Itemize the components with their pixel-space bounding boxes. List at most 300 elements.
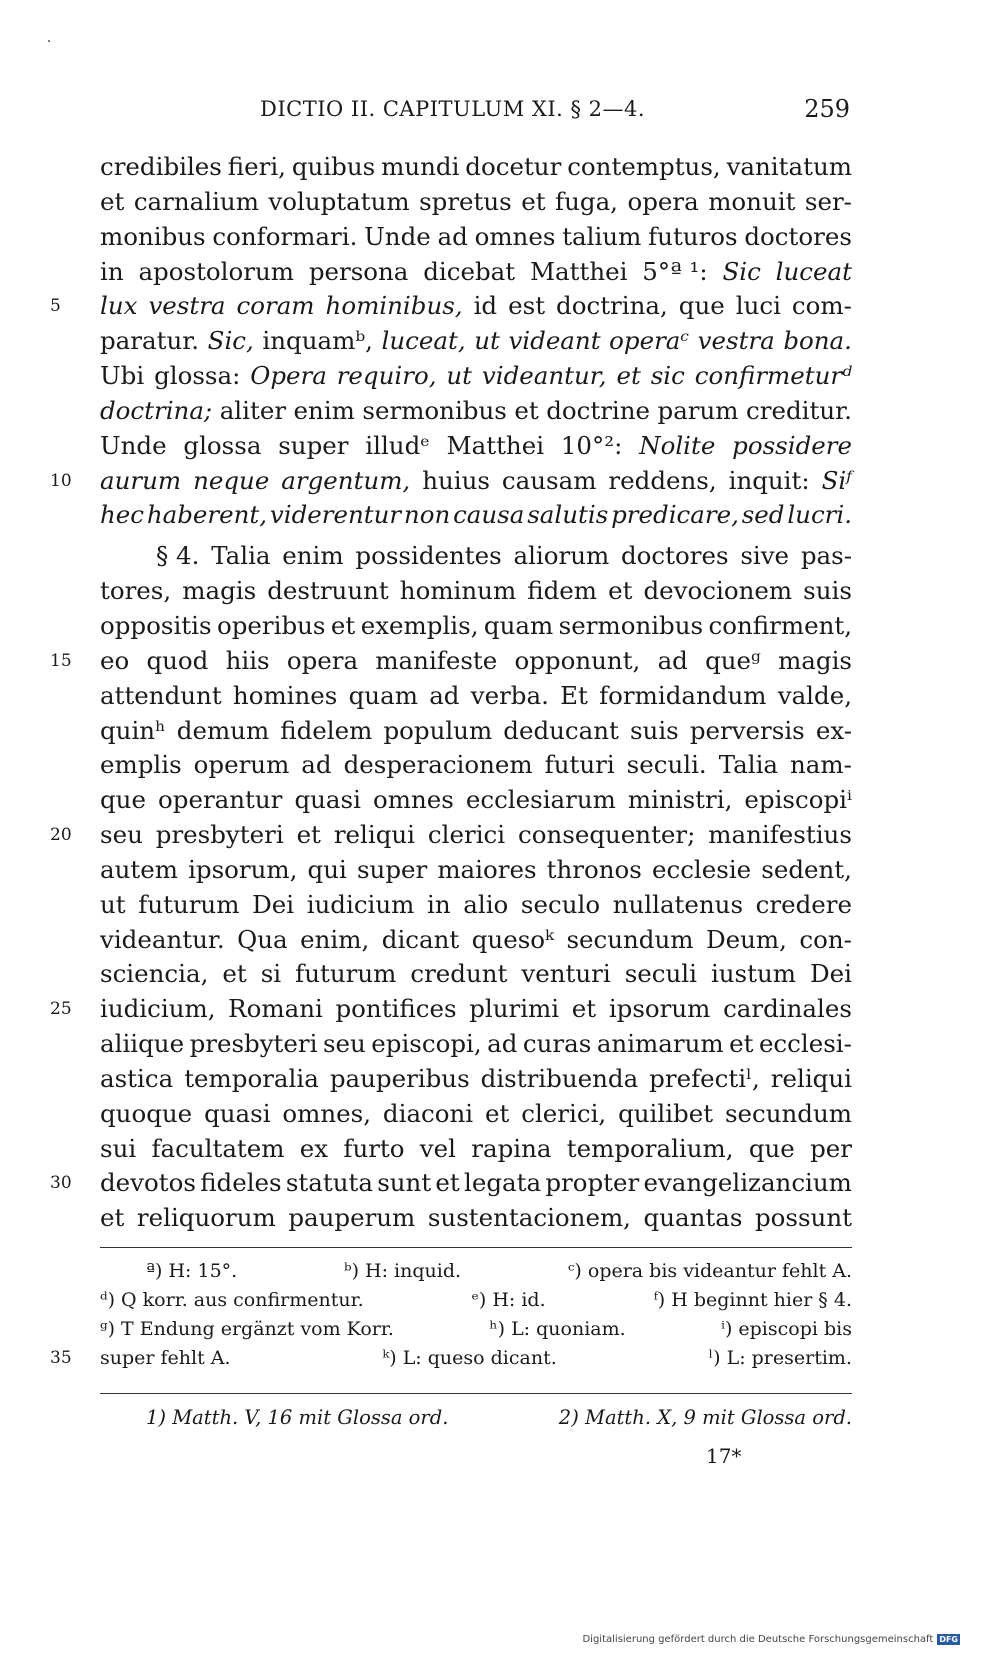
word: quoque xyxy=(100,1098,193,1128)
word: Opera xyxy=(250,361,327,391)
word: ut xyxy=(100,889,126,919)
word: reliqui xyxy=(333,820,416,850)
word: est xyxy=(508,291,546,321)
word: Et xyxy=(560,680,588,710)
word: luci xyxy=(735,291,781,321)
word: Siᶠ xyxy=(821,465,852,495)
source-note: 2) Matth. X, 9 mit Glossa ord. xyxy=(558,1406,852,1429)
text-line xyxy=(100,714,852,749)
word: neque xyxy=(193,465,270,495)
word: vestra xyxy=(697,326,775,356)
text-line xyxy=(100,783,852,818)
word: hec xyxy=(100,500,144,530)
word: furto xyxy=(343,1133,405,1163)
word: hiis xyxy=(225,645,270,675)
text-line xyxy=(100,679,852,714)
word: sed xyxy=(741,500,785,530)
word: facultatem xyxy=(151,1133,285,1163)
word: et xyxy=(296,820,321,850)
word: non xyxy=(403,500,451,530)
word: et xyxy=(485,1098,510,1128)
word: que xyxy=(748,1133,795,1163)
word: ad xyxy=(437,221,468,251)
word: possidentes xyxy=(355,541,502,571)
word: et xyxy=(100,186,125,216)
line-number: 5 xyxy=(50,296,61,317)
text-line xyxy=(100,1097,852,1132)
word: predicare, xyxy=(611,500,739,530)
word: causam xyxy=(501,465,597,495)
line-number: 35 xyxy=(50,1348,72,1368)
word: contemptus, xyxy=(567,152,721,181)
word: id xyxy=(473,291,498,321)
word: dicant xyxy=(381,924,460,954)
word: lucri. xyxy=(787,500,852,530)
word: Matthei xyxy=(529,256,628,286)
text-line xyxy=(100,1062,852,1097)
word: doctores xyxy=(744,221,852,251)
word: devocionem xyxy=(643,576,793,606)
word: enim xyxy=(293,395,355,425)
word: dicebat xyxy=(423,256,516,286)
word: persona xyxy=(308,256,409,286)
word: attendunt xyxy=(100,680,222,710)
word: rapina xyxy=(471,1133,552,1163)
source-notes-rule xyxy=(100,1393,852,1394)
word: confirmeturᵈ xyxy=(694,361,852,391)
word: quod xyxy=(146,645,209,675)
word: talium xyxy=(562,221,642,251)
word: Unde xyxy=(364,221,431,251)
word: valde, xyxy=(777,680,852,710)
word: suis xyxy=(803,576,852,606)
word: sermonibus xyxy=(558,610,704,640)
signature-mark: 17* xyxy=(706,1444,742,1468)
word: et xyxy=(100,1203,125,1233)
text-line xyxy=(100,185,852,220)
word: bona. xyxy=(783,326,852,356)
word: quilibet xyxy=(618,1098,714,1128)
word: secundum xyxy=(566,924,694,954)
word: enim, xyxy=(300,924,370,954)
page-number: 259 xyxy=(804,95,850,123)
text-line xyxy=(100,394,852,429)
text-line xyxy=(100,957,852,992)
word: luceat, xyxy=(381,326,466,356)
word: et xyxy=(521,186,546,216)
word: opera xyxy=(627,186,699,216)
word: Sic xyxy=(722,256,761,286)
word: populum xyxy=(383,715,493,745)
word: carnalium xyxy=(133,186,259,216)
word: videantur. xyxy=(100,924,225,954)
word: nam- xyxy=(790,750,852,780)
word: Nolite xyxy=(639,430,716,460)
word: clerici xyxy=(427,820,506,850)
apparatus-note: ᵏ) L: queso dicant. xyxy=(382,1347,557,1369)
word: animarum xyxy=(596,1029,724,1059)
line-number: 15 xyxy=(50,650,72,671)
word: doctrina, xyxy=(556,291,668,321)
word: clerici, xyxy=(521,1098,607,1128)
text-line xyxy=(100,324,852,359)
word: futurum xyxy=(295,959,397,989)
word: Unde xyxy=(100,430,167,460)
word: plurimi xyxy=(469,994,560,1024)
word: prefectiˡ, xyxy=(649,1063,760,1093)
word: vanitatum xyxy=(726,152,852,181)
word: ut xyxy=(474,326,500,356)
text-line xyxy=(50,289,852,324)
word: et xyxy=(729,1029,754,1059)
word: fidelem xyxy=(280,715,373,745)
text-line xyxy=(100,1201,852,1236)
word: manifeste xyxy=(375,645,498,675)
word: seculo xyxy=(520,889,601,919)
word: Ubi xyxy=(100,361,145,391)
word: omnes xyxy=(372,785,454,815)
word: omnes, xyxy=(282,1098,372,1128)
word: sic xyxy=(650,361,685,391)
word: temporalium, xyxy=(566,1133,734,1163)
word: ad xyxy=(487,1029,518,1059)
critical-apparatus xyxy=(50,1257,852,1373)
word: seu xyxy=(322,1029,366,1059)
apparatus-note: ʰ) L: quoniam. xyxy=(489,1318,626,1340)
word: sciencia, xyxy=(100,959,209,989)
word: seculi. xyxy=(626,750,707,780)
word: magis xyxy=(182,576,257,606)
apparatus-note: ª) H: 15°. xyxy=(146,1260,238,1282)
word: paratur. xyxy=(100,326,200,356)
word: per xyxy=(810,1133,852,1163)
word: ad xyxy=(657,645,688,675)
word: et xyxy=(330,610,356,640)
word: quibus xyxy=(291,152,376,181)
word: si xyxy=(260,959,282,989)
word: pauperibus xyxy=(329,1063,470,1093)
word: ecclesi- xyxy=(758,1029,852,1059)
apparatus-line xyxy=(100,1315,852,1344)
word: fideles xyxy=(200,1168,282,1198)
word: sive xyxy=(740,541,790,571)
word: devotos xyxy=(100,1168,196,1198)
word: Talia xyxy=(718,750,779,780)
word: sermonibus xyxy=(362,395,507,425)
word: fuga, xyxy=(555,186,618,216)
word: que xyxy=(678,291,725,321)
text-line xyxy=(100,359,852,394)
word: quesoᵏ xyxy=(471,924,554,954)
word: possunt xyxy=(754,1203,852,1233)
word: exemplis, xyxy=(360,610,479,640)
word: Matthei xyxy=(446,430,545,460)
word: thronos xyxy=(546,854,642,884)
word: operum xyxy=(193,750,290,780)
word: sunt xyxy=(377,1168,432,1198)
word: futuros xyxy=(648,221,738,251)
word: astica xyxy=(100,1063,174,1093)
line-number: 20 xyxy=(50,825,72,846)
word: venturi xyxy=(521,959,611,989)
word: secundum xyxy=(724,1098,852,1128)
word: parum xyxy=(657,395,739,425)
word: iudicium xyxy=(306,889,415,919)
scan-speck xyxy=(48,40,50,42)
text-line xyxy=(100,539,852,574)
word: homines xyxy=(232,680,338,710)
word: iudicium, xyxy=(100,994,216,1024)
word: alio xyxy=(463,889,509,919)
word: suis xyxy=(629,715,679,745)
word: ut xyxy=(446,361,472,391)
word: pauperum xyxy=(288,1203,416,1233)
word: maiores xyxy=(437,854,537,884)
word: glossa xyxy=(183,430,262,460)
word: et xyxy=(608,576,633,606)
word: glossa: xyxy=(154,361,241,391)
text-line xyxy=(50,992,852,1027)
text-line xyxy=(50,464,852,499)
apparatus-note: ᶠ) H beginnt hier § 4. xyxy=(653,1289,852,1311)
word: pas- xyxy=(800,541,852,571)
word: evangelizancium xyxy=(643,1168,852,1198)
text-line xyxy=(50,1166,852,1201)
word: omnes xyxy=(474,221,556,251)
dfg-logo-icon: DFG xyxy=(939,1635,958,1644)
word: que xyxy=(100,785,146,815)
text-line xyxy=(50,818,852,853)
word: reliqui xyxy=(770,1063,852,1093)
word: quasi xyxy=(204,1098,271,1128)
word: eo xyxy=(100,645,130,675)
word: inquamᵇ, xyxy=(262,326,373,356)
word: spretus xyxy=(419,186,512,216)
word: oppositis xyxy=(100,610,212,640)
word: nullatenus xyxy=(612,889,744,919)
word: operantur xyxy=(158,785,283,815)
word: verba. xyxy=(470,680,549,710)
word: propter xyxy=(545,1168,640,1198)
word: et xyxy=(571,994,597,1024)
text-line xyxy=(100,498,852,533)
word: ipsorum xyxy=(608,994,711,1024)
word: confirment, xyxy=(708,610,852,640)
word: mundi xyxy=(381,152,460,181)
word: et xyxy=(222,959,247,989)
word: credibiles xyxy=(100,152,222,181)
word: doctores xyxy=(621,541,729,571)
word: ex- xyxy=(815,715,852,745)
word: ministri, xyxy=(627,785,733,815)
word: ipsorum, xyxy=(188,854,298,884)
word: hominibus, xyxy=(325,291,463,321)
apparatus-note: ⁱ) episcopi bis xyxy=(721,1318,852,1340)
word: episcopi, xyxy=(371,1029,482,1059)
word: possidere xyxy=(732,430,852,460)
word: destruunt xyxy=(267,576,389,606)
word: in xyxy=(427,889,451,919)
word: ad xyxy=(301,750,332,780)
word: huius xyxy=(422,465,490,495)
word: videantur, xyxy=(481,361,607,391)
source-note: 1) Matth. V, 16 mit Glossa ord. xyxy=(146,1406,449,1429)
word: com- xyxy=(791,291,852,321)
text-line xyxy=(100,220,852,255)
word: pontifices xyxy=(335,994,457,1024)
word: diaconi xyxy=(382,1098,474,1128)
word: presbyteri xyxy=(155,820,284,850)
text-line xyxy=(100,1027,852,1062)
line-number: 25 xyxy=(50,999,72,1020)
apparatus-note: ᵈ) Q korr. aus confirmentur. xyxy=(100,1289,364,1311)
word: consequenter; xyxy=(518,820,696,850)
word: argentum, xyxy=(281,465,411,495)
word: queᵍ xyxy=(705,645,761,675)
word: fidem xyxy=(527,576,598,606)
word: curas xyxy=(522,1029,592,1059)
word: con- xyxy=(799,924,852,954)
apparatus-note: ᵉ) H: id. xyxy=(471,1289,546,1311)
word: 5°ª ¹: xyxy=(642,256,708,286)
word: inquit: xyxy=(728,465,810,495)
word: et xyxy=(616,361,641,391)
word: magis xyxy=(778,645,852,675)
word: perversis xyxy=(689,715,805,745)
word: hominum xyxy=(399,576,517,606)
word: Sic, xyxy=(207,326,254,356)
text-line xyxy=(100,748,852,783)
apparatus-note: ᶜ) opera bis videantur fehlt A. xyxy=(567,1260,852,1282)
apparatus-line xyxy=(100,1257,852,1286)
line-number: 10 xyxy=(50,470,72,491)
word: conformari. xyxy=(212,221,358,251)
word: temporalia xyxy=(184,1063,319,1093)
word: seu xyxy=(100,820,143,850)
word: illudᵉ xyxy=(365,430,430,460)
word: quam xyxy=(348,680,418,710)
word: Deum, xyxy=(705,924,787,954)
word: demum xyxy=(176,715,270,745)
word: deducant xyxy=(503,715,619,745)
word: opponunt, xyxy=(514,645,641,675)
word: in xyxy=(100,256,124,286)
word: doctrine xyxy=(546,395,651,425)
digitization-credit xyxy=(582,1634,960,1645)
word: aliter xyxy=(219,395,287,425)
apparatus-line xyxy=(50,1344,852,1373)
word: ecclesie xyxy=(651,854,752,884)
text-line xyxy=(100,888,852,923)
word: credunt xyxy=(410,959,508,989)
word: qui xyxy=(307,854,347,884)
word: distribuenda xyxy=(480,1063,639,1093)
word: super xyxy=(356,854,428,884)
word: enim xyxy=(282,541,344,571)
word: § 4. xyxy=(156,541,200,571)
apparatus-line xyxy=(100,1286,852,1315)
word: haberent, xyxy=(146,500,268,530)
text-line xyxy=(100,609,852,644)
apparatus-note: ᵇ) H: inquid. xyxy=(344,1260,462,1282)
word: quinʰ xyxy=(100,715,166,745)
word: credere xyxy=(755,889,852,919)
word: salutis xyxy=(527,500,609,530)
main-text xyxy=(50,150,852,1236)
apparatus-rule xyxy=(100,1247,852,1248)
word: operibus xyxy=(216,610,326,640)
apparatus-note: super fehlt A. xyxy=(100,1347,231,1369)
word: legata xyxy=(464,1168,542,1198)
text-line xyxy=(100,853,852,888)
word: quasi xyxy=(294,785,361,815)
word: sedent, xyxy=(761,854,852,884)
word: aliorum xyxy=(513,541,610,571)
word: causa xyxy=(453,500,525,530)
word: fieri, xyxy=(227,152,286,181)
word: vestra xyxy=(148,291,226,321)
word: monibus xyxy=(100,221,206,251)
word: reddens, xyxy=(608,465,717,495)
word: coram xyxy=(236,291,315,321)
word: ad xyxy=(429,680,460,710)
apparatus-note: ˡ) L: presertim. xyxy=(708,1347,852,1369)
word: desperacionem xyxy=(343,750,533,780)
word: ecclesiarum xyxy=(465,785,616,815)
text-line xyxy=(100,255,852,290)
text-line xyxy=(100,1132,852,1167)
word: creditur. xyxy=(746,395,852,425)
word: emplis xyxy=(100,750,182,780)
word: statuta xyxy=(285,1168,373,1198)
word: quam xyxy=(483,610,554,640)
text-line xyxy=(100,150,852,185)
word: episcopiⁱ xyxy=(744,785,852,815)
word: ser- xyxy=(804,186,852,216)
credit-text: Digitalisierung gefördert durch die Deutsche Forschungsgemeinschaft xyxy=(582,1634,934,1645)
word: quantas xyxy=(643,1203,743,1233)
word: requiro, xyxy=(336,361,437,391)
word: cardinales xyxy=(723,994,852,1024)
word: sui xyxy=(100,1133,137,1163)
word: doctrina; xyxy=(100,395,213,425)
word: iustum xyxy=(710,959,796,989)
word: formidandum xyxy=(599,680,767,710)
word: luceat xyxy=(775,256,852,286)
word: videant xyxy=(508,326,601,356)
word: seculi xyxy=(624,959,697,989)
word: viderentur xyxy=(269,500,402,530)
word: monuit xyxy=(708,186,796,216)
word: aliique xyxy=(100,1029,185,1059)
word: ex xyxy=(299,1133,329,1163)
word: Qua xyxy=(237,924,288,954)
word: docetur xyxy=(465,152,562,181)
word: presbyteri xyxy=(189,1029,318,1059)
word: Romani xyxy=(228,994,323,1024)
word: futuri xyxy=(544,750,615,780)
word: tores, xyxy=(100,576,172,606)
word: Dei xyxy=(252,889,295,919)
word: futurum xyxy=(138,889,240,919)
word: reliquorum xyxy=(136,1203,276,1233)
word: manifestius xyxy=(708,820,852,850)
word: voluptatum xyxy=(268,186,410,216)
text-line xyxy=(100,923,852,958)
text-line xyxy=(50,644,852,679)
word: lux xyxy=(100,291,138,321)
text-line xyxy=(100,574,852,609)
